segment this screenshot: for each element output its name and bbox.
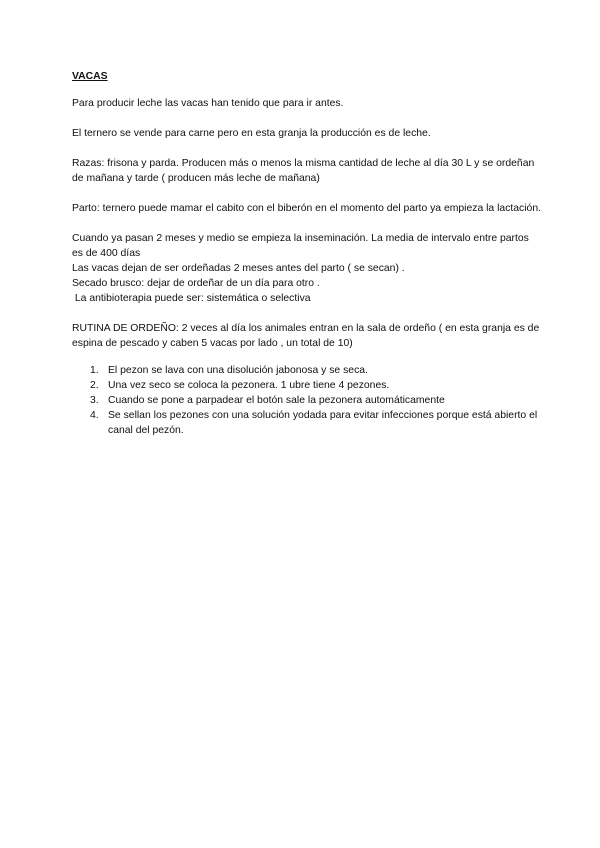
list-item [72, 378, 542, 393]
list-item-number: 3. [90, 395, 99, 406]
list-item [72, 408, 542, 438]
abrupt-drying-line: Secado brusco: dejar de ordeñar de un día para otro . [72, 278, 320, 289]
paragraph-production: Para producir leche las vacas han tenido que para ir antes. [72, 98, 344, 109]
list-item-number: 2. [90, 380, 99, 391]
drying-line: Las vacas dejan de ser ordeñadas 2 meses antes del parto ( se secan) . [72, 263, 405, 274]
paragraph-birth: Parto: ternero puede mamar el cabito con el biberón en el momento del parto ya empieza la lactación. [72, 203, 541, 214]
list-item-text: Cuando se pone a parpadear el botón sale la pezonera automáticamente [108, 395, 445, 406]
list-item-number: 1. [90, 365, 99, 376]
milking-routine-paragraph: RUTINA DE ORDEÑO: 2 veces al día los animales entran en la sala de ordeño ( en esta granja es de espina de pescado y caben 5 vacas por lado , un total de 10) [72, 323, 540, 349]
antibiotic-line: La antibioterapia puede ser: sistemática o selectiva [72, 293, 311, 304]
paragraph-calf: El ternero se vende para carne pero en esta granja la producción es de leche. [72, 128, 431, 139]
paragraph-breeds: Razas: frisona y parda. Producen más o menos la misma cantidad de leche al día 30 L y se ordeñan de mañana y tarde ( producen más leche de mañana) [72, 158, 535, 184]
document-title: VACAS [72, 71, 108, 82]
list-item [72, 393, 542, 408]
list-item-text: El pezon se lava con una disolución jabonosa y se seca. [108, 365, 368, 376]
list-item-number: 4. [90, 410, 99, 421]
document-page [72, 69, 542, 438]
milking-steps-list [72, 363, 542, 438]
list-item-text: Se sellan los pezones con una solución yodada para evitar infecciones porque está abierto el canal del pezón. [108, 410, 538, 436]
list-item-text: Una vez seco se coloca la pezonera. 1 ubre tiene 4 pezones. [108, 380, 390, 391]
list-item [72, 363, 542, 378]
insemination-block [72, 231, 542, 306]
insemination-line: Cuando ya pasan 2 meses y medio se empieza la inseminación. La media de intervalo entre partos es de 400 días [72, 233, 529, 259]
